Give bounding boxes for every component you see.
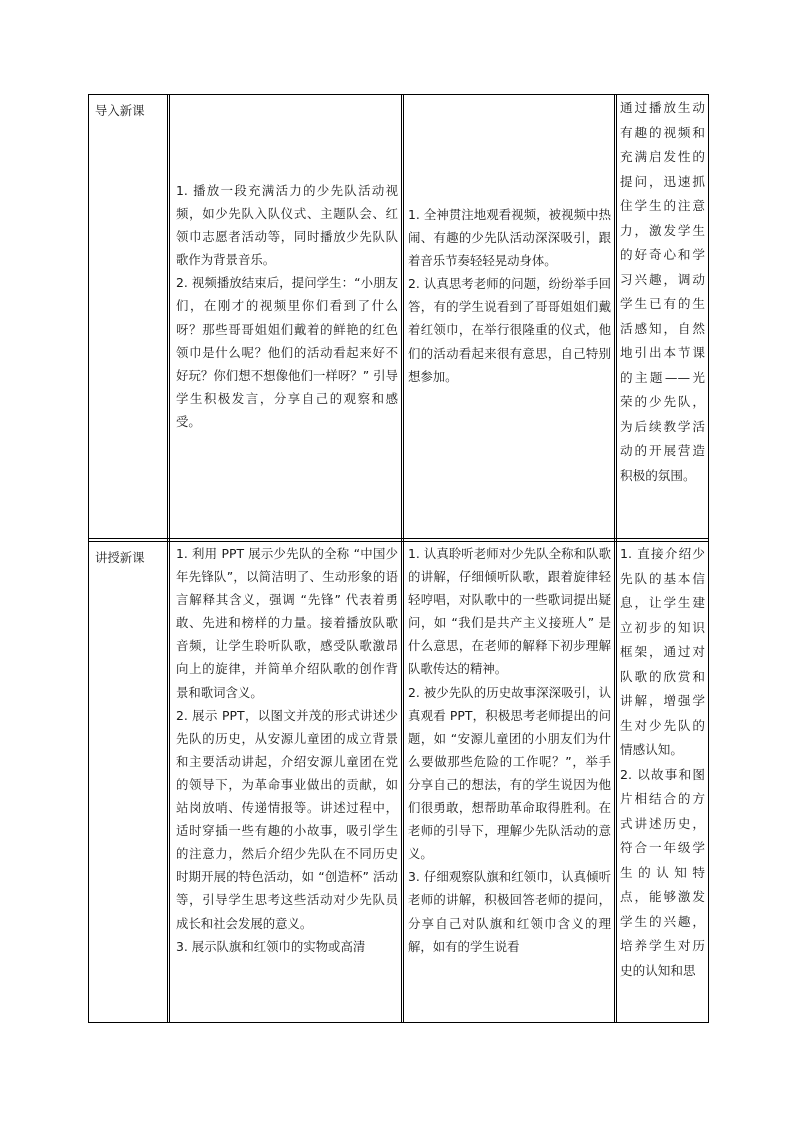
teacher-step-1: 1. 利用 PPT 展示少先队的全称 “中国少年先锋队”，以简洁明了、生动形象的语言解释其含义，强调 “先锋” 代表着勇敢、先进和榜样的力量。接着播放队歌音频，让学生聆听队歌，感受队歌激昂向上的旋律，并简单介绍队歌的创作背景和歌词含义。	[176, 546, 398, 700]
teacher-step-2: 2. 视频播放结束后，提问学生：“小朋友们，在刚才的视频里你们看到了什么呀？那些哥哥姐姐们戴着的鲜艳的红色领巾是什么呢？他们的活动看起来好不好玩？你们想不想像他们一样呀？” 引导学生积极发言，分享自己的观察和感受。	[176, 275, 398, 429]
student-step-2: 2. 被少先队的历史故事深深吸引，认真观看 PPT，积极思考老师提出的问题，如 “安源儿童团的小朋友们为什么要做那些危险的工作呢？”，举手分享自己的想法，有的学生说因为他们很勇敢，想帮助革命取得胜利。在老师的引导下，理解少先队活动的意义。	[408, 684, 611, 862]
student-step-1: 1. 全神贯注地观看视频，被视频中热闹、有趣的少先队活动深深吸引，跟着音乐节奏轻轻晃动身体。	[408, 207, 611, 269]
student-step-3: 3. 仔细观察队旗和红领巾，认真倾听老师的讲解，积极回答老师的提问，分享自己对队旗和红领巾含义的理解，如有的学生说看	[408, 869, 611, 954]
column-divider	[167, 95, 170, 1022]
intent-paragraph: 通过播放生动有趣的视频和充满启发性的提问，迅速抓住学生的注意力，激发学生的好奇心和学习兴趣，调动学生已有的生活感知，自然地引出本节课的主题——光荣的少先队，为后续教学活动的开展营造积极的氛围。	[620, 100, 705, 483]
section-label-lecture: 讲授新课	[95, 550, 145, 565]
student-activity-lecture	[403, 542, 615, 1022]
column-divider	[614, 95, 617, 1022]
teacher-step-3: 3. 展示队旗和红领巾的实物或高清	[176, 938, 366, 954]
design-intent-lecture	[616, 542, 709, 1022]
teacher-step-1: 1. 播放一段充满活力的少先队活动视频，如少先队入队仪式、主题队会、红领巾志愿者活动等，同时播放少先队队歌作为背景音乐。	[176, 183, 398, 268]
student-step-1: 1. 认真聆听老师对少先队全称和队歌的讲解，仔细倾听队歌，跟着旋律轻轻哼唱，对队歌中的一些歌词提出疑问，如 “我们是共产主义接班人” 是什么意思，在老师的解释下初步理解队歌传达的精神。	[408, 546, 611, 677]
design-intent-intro	[616, 96, 709, 488]
student-step-2: 2. 认真思考老师的问题，纷纷举手回答，有的学生说看到了哥哥姐姐们戴着红领巾，在举行很隆重的仪式，他们的活动看起来很有意思，自己特别想参加。	[408, 276, 611, 384]
column-divider	[401, 95, 404, 1022]
section-label-intro: 导入新课	[95, 103, 145, 118]
teacher-activity-intro	[171, 179, 402, 433]
intent-point-2: 2. 以故事和图片相结合的方式讲述历史，符合一年级学生的认知特点，能够激发学生的兴趣，培养学生对历史的认知和思	[620, 766, 705, 978]
student-activity-intro	[403, 203, 615, 388]
intent-point-1: 1. 直接介绍少先队的基本信息，让学生建立初步的知识框架，通过对队歌的欣赏和讲解，增强学生对少先队的情感认知。	[620, 546, 705, 757]
teacher-step-2: 2. 展示 PPT，以图文并茂的形式讲述少先队的历史，从安源儿童团的成立背景和主要活动讲起，介绍安源儿童团在党的领导下，为革命事业做出的贡献，如站岗放哨、传递情报等。讲述过程中，适时穿插一些有趣的小故事，吸引学生的注意力，然后介绍少先队在不同历史时期开展的特色活动，如 “创造杯” 活动等，引导学生思考这些活动对少先队员成长和社会发展的意义。	[176, 707, 398, 931]
lesson-plan-table	[88, 94, 709, 1023]
teacher-activity-lecture	[171, 542, 402, 1022]
